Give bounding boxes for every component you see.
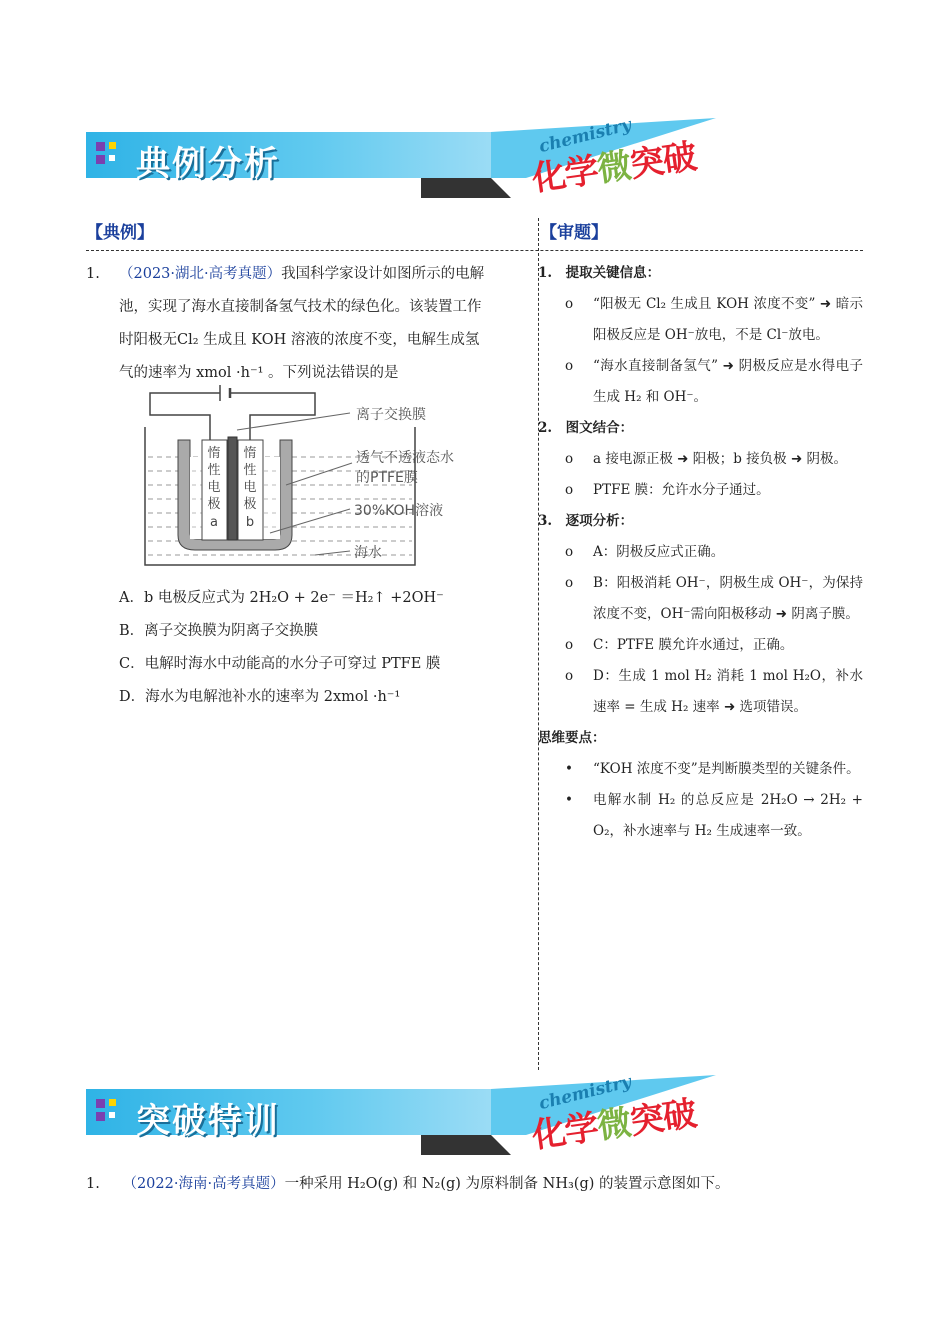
- electrode-b-char: 惰: [243, 446, 257, 461]
- banner-deco: [96, 1112, 105, 1121]
- question-source: （2022·海南·高考真题）: [122, 1176, 285, 1192]
- option-c: C．电解时海水中动能高的水分子可穿过 PTFE 膜: [119, 656, 441, 672]
- stem-line: 时阳极无Cl₂ 生成且 KOH 溶液的浓度不变，电解生成氢: [119, 332, 480, 348]
- analysis-item: o a 接电源正极 ➜ 阳极；b 接负极 ➜ 阴极。: [565, 451, 848, 467]
- banner-tag-en: chemistry: [536, 114, 634, 158]
- banner-deco: [96, 155, 105, 164]
- analysis-item: o B：阳极消耗 OH⁻，阴极生成 OH⁻，为保持浓度不变，OH⁻需向阳极移动 ➜ 阴离子膜。: [565, 575, 863, 622]
- banner-title: 典例分析: [136, 144, 280, 184]
- analysis-item: o “阳极无 Cl₂ 生成且 KOH 浓度不变” ➜ 暗示阳极反应是 OH⁻放电，不是 Cl⁻放电。: [565, 296, 863, 343]
- banner-deco: [109, 1112, 115, 1118]
- electrolysis-figure: [140, 385, 490, 580]
- think-item: • 电解水制 H₂ 的总反应是 2H₂O → 2H₂ + O₂，补水速率与 H₂ 生成速率一致。: [565, 792, 863, 839]
- electrode-b-char: 极: [243, 497, 257, 512]
- analysis-item: o C：PTFE 膜允许水通过，正确。: [565, 637, 794, 653]
- electrode-b-char: b: [245, 515, 255, 530]
- label-koh: 30%KOH溶液: [354, 503, 444, 519]
- section-banner-training: [86, 1071, 746, 1157]
- analysis-panel: [538, 258, 863, 847]
- question-2: [86, 1172, 730, 1193]
- banner-deco: [96, 142, 105, 151]
- stem-line: 池，实现了海水直接制备氢气技术的绿色化。该装置工作: [119, 299, 482, 315]
- banner-tag-en: chemistry: [536, 1071, 634, 1115]
- electrode-a-char: a: [210, 515, 218, 530]
- divider-horizontal: [86, 250, 863, 251]
- electrode-a-char: 极: [207, 497, 221, 512]
- banner-title: 突破特训: [136, 1101, 280, 1141]
- banner-tag-cn: 化学微突破: [529, 1093, 699, 1157]
- banner-deco: [109, 142, 116, 149]
- think-item: • “KOH 浓度不变”是判断膜类型的关键条件。: [565, 761, 860, 777]
- analysis-item: o A：阴极反应式正确。: [565, 544, 725, 560]
- question-number: 1.: [86, 266, 100, 282]
- electrode-b-char: 性: [243, 463, 257, 478]
- label-membrane: 离子交换膜: [356, 407, 426, 423]
- option-d: D．海水为电解池补水的速率为 2xmol ·h⁻¹: [119, 689, 401, 705]
- analysis-item: o PTFE 膜：允许水分子通过。: [565, 482, 770, 498]
- analysis-section-title: 2. 图文结合：: [538, 420, 634, 436]
- label-ptfe: 的PTFE膜: [356, 470, 418, 486]
- stem-line: 我国科学家设计如图所示的电解: [281, 266, 485, 282]
- electrode-b-char: 电: [243, 480, 257, 495]
- analysis-section-title: 3. 逐项分析：: [538, 513, 634, 529]
- analysis-section-title: 1. 提取关键信息：: [538, 265, 661, 281]
- banner-deco: [96, 1099, 105, 1108]
- banner-deco: [109, 1099, 116, 1106]
- question-stem: [119, 258, 539, 390]
- option-a: A．b 电极反应式为 2H₂O + 2e⁻ ＝H₂↑ +2OH⁻: [119, 590, 444, 606]
- option-b: B．离子交换膜为阴离子交换膜: [119, 623, 319, 639]
- question-source: （2023·湖北·高考真题）: [119, 266, 282, 282]
- section-banner-typical: [86, 114, 746, 200]
- electrode-a-char: 电: [207, 480, 221, 495]
- analysis-item: o “海水直接制备氢气” ➜ 阴极反应是水得电子生成 H₂ 和 OH⁻。: [565, 358, 863, 405]
- analysis-item: o D：生成 1 mol H₂ 消耗 1 mol H₂O，补水速率 = 生成 H₂ 速率 ➜ 选项错误。: [565, 668, 863, 715]
- label-seawater: 海水: [354, 545, 382, 561]
- question-options: [119, 582, 539, 714]
- left-header: 【典例】: [86, 223, 154, 243]
- label-ptfe: 透气不透液态水: [356, 450, 454, 466]
- stem-line: 气的速率为 xmol ·h⁻¹ 。下列说法错误的是: [119, 365, 399, 381]
- electrode-a-char: 惰: [207, 446, 221, 461]
- electrode-a-char: 性: [207, 463, 221, 478]
- question-text: 一种采用 H₂O(g) 和 N₂(g) 为原料制备 NH₃(g) 的装置示意图如下。: [284, 1176, 730, 1192]
- right-header: 【审题】: [540, 223, 608, 243]
- banner-deco: [109, 155, 115, 161]
- banner-tag-cn: 化学微突破: [529, 136, 699, 200]
- question-number: 1.: [86, 1176, 100, 1192]
- think-title: 思维要点：: [538, 730, 606, 746]
